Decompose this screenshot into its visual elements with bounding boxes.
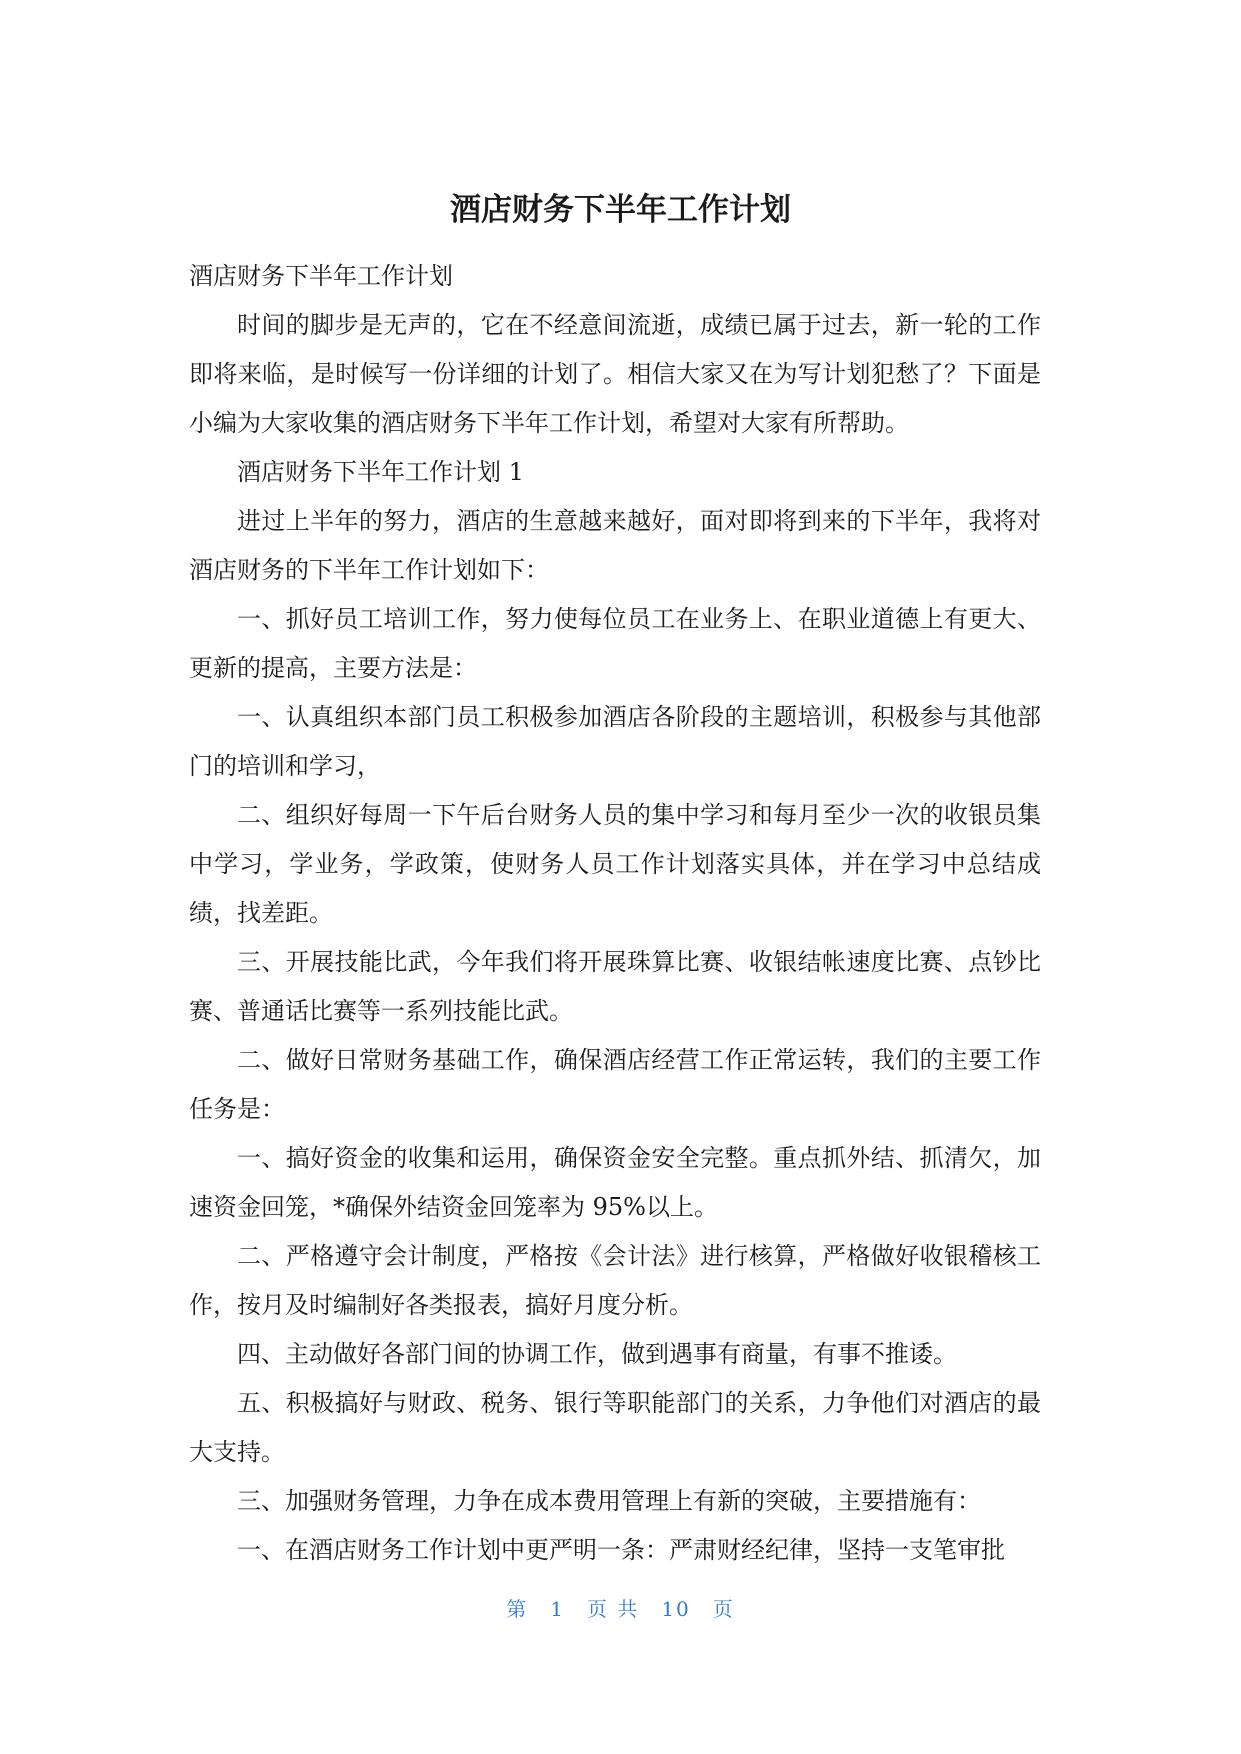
footer-suffix: 页	[712, 1597, 735, 1621]
body-paragraph: 五、积极搞好与财政、税务、银行等职能部门的关系，力争他们对酒店的最大支持。	[189, 1389, 1041, 1466]
section-heading: 酒店财务下半年工作计划 1	[237, 458, 524, 486]
body-paragraph: 三、加强财务管理，力争在成本费用管理上有新的突破，主要措施有：	[237, 1487, 981, 1515]
body-paragraph: 二、严格遵守会计制度，严格按《会计法》进行核算，严格做好收银稽核工作，按月及时编制好各类报表，搞好月度分析。	[189, 1242, 1041, 1319]
footer-current-page: 1	[550, 1597, 565, 1621]
body-paragraph: 三、开展技能比武，今年我们将开展珠算比赛、收银结帐速度比赛、点钞比赛、普通话比赛等一系列技能比武。	[189, 948, 1041, 1025]
subtitle-paragraph: 酒店财务下半年工作计划	[189, 262, 453, 290]
body-paragraph: 四、主动做好各部门间的协调工作，做到遇事有商量，有事不推诿。	[237, 1340, 957, 1368]
body-paragraph: 一、搞好资金的收集和运用，确保资金安全完整。重点抓外结、抓清欠，加速资金回笼，*确保外结资金回笼率为 95%以上。	[189, 1144, 1041, 1221]
document-body	[189, 252, 1041, 1575]
body-paragraph: 一、抓好员工培训工作，努力使每位员工在业务上、在职业道德上有更大、更新的提高，主要方法是：	[189, 605, 1041, 682]
body-paragraph: 进过上半年的努力，酒店的生意越来越好，面对即将到来的下半年，我将对酒店财务的下半年工作计划如下：	[189, 507, 1041, 584]
body-paragraph: 二、组织好每周一下午后台财务人员的集中学习和每月至少一次的收银员集中学习，学业务，学政策，使财务人员工作计划落实具体，并在学习中总结成绩，找差距。	[189, 801, 1041, 927]
page-footer	[0, 1595, 1241, 1623]
footer-middle: 页 共	[586, 1597, 640, 1621]
body-paragraph: 二、做好日常财务基础工作，确保酒店经营工作正常运转，我们的主要工作任务是：	[189, 1046, 1041, 1123]
document-title: 酒店财务下半年工作计划	[450, 192, 791, 228]
body-paragraph: 一、在酒店财务工作计划中更严明一条：严肃财经纪律，坚持一支笔审批	[237, 1536, 1005, 1564]
footer-total-pages: 10	[661, 1597, 691, 1621]
body-paragraph: 时间的脚步是无声的，它在不经意间流逝，成绩已属于过去，新一轮的工作即将来临，是时候写一份详细的计划了。相信大家又在为写计划犯愁了？下面是小编为大家收集的酒店财务下半年工作计划，希望对大家有所帮助。	[189, 311, 1041, 437]
body-paragraph: 一、认真组织本部门员工积极参加酒店各阶段的主题培训，积极参与其他部门的培训和学习，	[189, 703, 1041, 780]
footer-prefix: 第	[506, 1597, 529, 1621]
